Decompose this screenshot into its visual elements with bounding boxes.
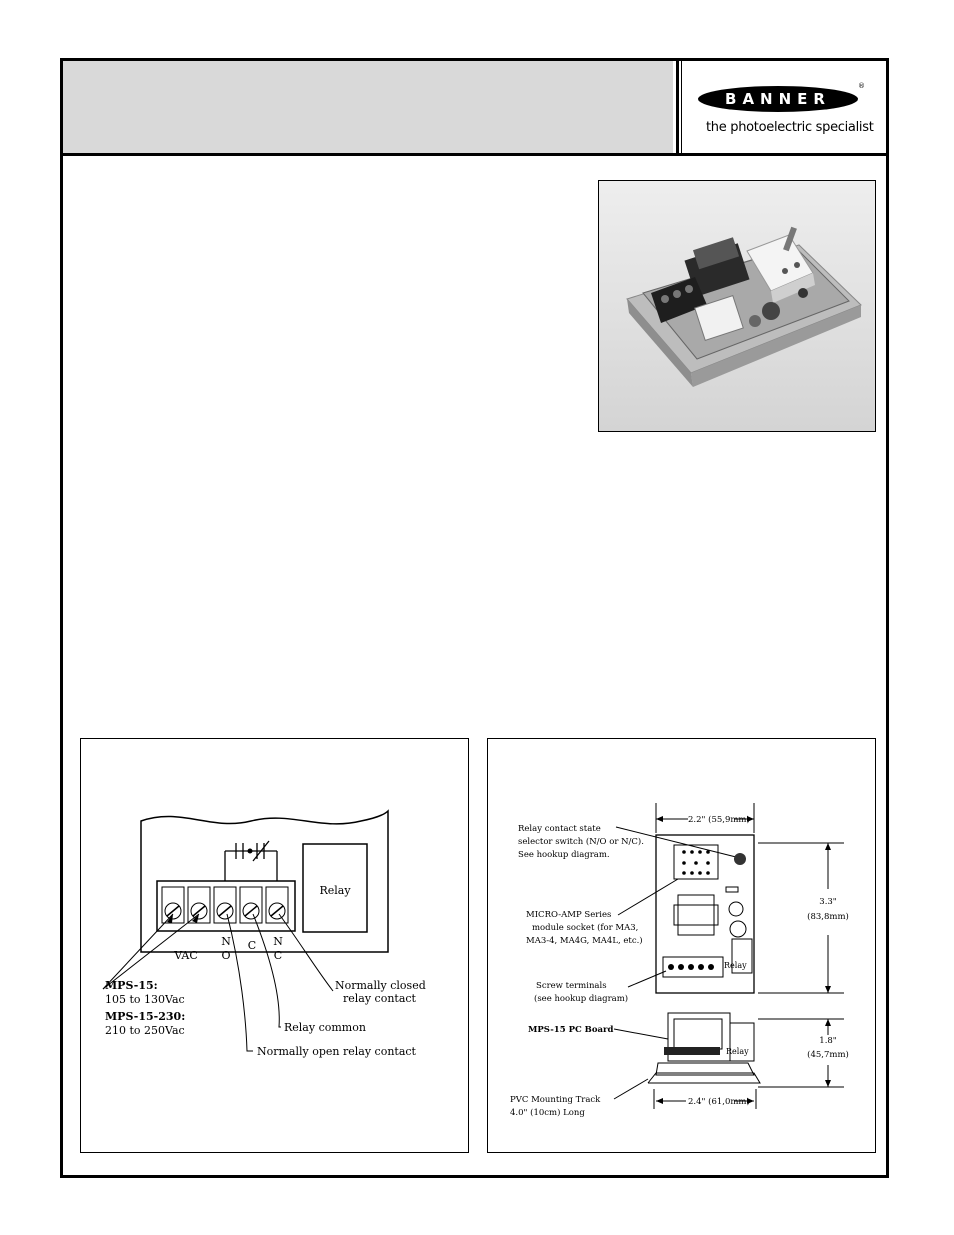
track-callout-2: 4.0" (10cm) Long: [510, 1108, 585, 1118]
relay-label: Relay: [319, 884, 351, 897]
mps15-range: 105 to 130Vac: [105, 993, 185, 1006]
mps15-label: MPS-15:: [105, 979, 158, 992]
selector-callout-3: See hookup diagram.: [518, 850, 610, 860]
dim-top-label: 2.2" (55,9mm): [688, 815, 750, 825]
screw-callout-1: Screw terminals: [536, 981, 607, 991]
relay-side-label: Relay: [726, 1047, 749, 1056]
no-label-n: N: [221, 935, 231, 948]
header-divider: [676, 58, 679, 156]
header-bottom-rule: [60, 153, 889, 156]
board-callout: MPS-15 PC Board: [528, 1025, 614, 1035]
header-divider-inner: [681, 58, 682, 156]
track-callout-1: PVC Mounting Track: [510, 1095, 601, 1105]
relay-top-label: Relay: [724, 961, 747, 970]
logo-tagline: the photoelectric specialist: [706, 120, 874, 135]
no-label-o: O: [221, 949, 231, 962]
mps15-230-label: MPS-15-230:: [105, 1010, 186, 1023]
dimensions-diagram-panel: [487, 738, 876, 1153]
dim-height-1-mm: (83,8mm): [807, 912, 849, 922]
microamp-callout-1: MICRO-AMP Series: [526, 910, 612, 920]
selector-callout-2: selector switch (N/O or N/C).: [518, 837, 644, 847]
microamp-callout-3: MA3-4, MA4G, MA4L, etc.): [526, 936, 643, 946]
header-title-band: [63, 61, 673, 153]
common-callout: Relay common: [284, 1021, 366, 1034]
nc-label-c: C: [273, 949, 283, 962]
product-photo: [598, 180, 876, 432]
nc-callout-2: relay contact: [343, 992, 416, 1005]
hookup-diagram-panel: [80, 738, 469, 1153]
vac-label: VAC: [174, 949, 198, 962]
nc-label-n: N: [273, 935, 283, 948]
c-label: C: [247, 939, 257, 952]
no-callout: Normally open relay contact: [257, 1045, 416, 1058]
dim-bottom-label: 2.4" (61,0mm): [688, 1097, 750, 1107]
screw-callout-2: (see hookup diagram): [534, 994, 629, 1004]
microamp-callout-2: module socket (for MA3,: [532, 923, 639, 933]
dim-height-2-mm: (45,7mm): [807, 1050, 849, 1060]
dim-height-2: 1.8": [819, 1036, 837, 1046]
nc-callout-1: Normally closed: [335, 979, 426, 992]
banner-logo: [694, 82, 874, 142]
selector-switch: [734, 853, 746, 865]
dim-height-1: 3.3": [819, 897, 837, 907]
selector-callout-1: Relay contact state: [518, 824, 601, 834]
mps15-230-range: 210 to 250Vac: [105, 1024, 185, 1037]
logo-wordmark: BANNER: [698, 86, 858, 112]
logo-registered-mark: ®: [858, 82, 865, 90]
